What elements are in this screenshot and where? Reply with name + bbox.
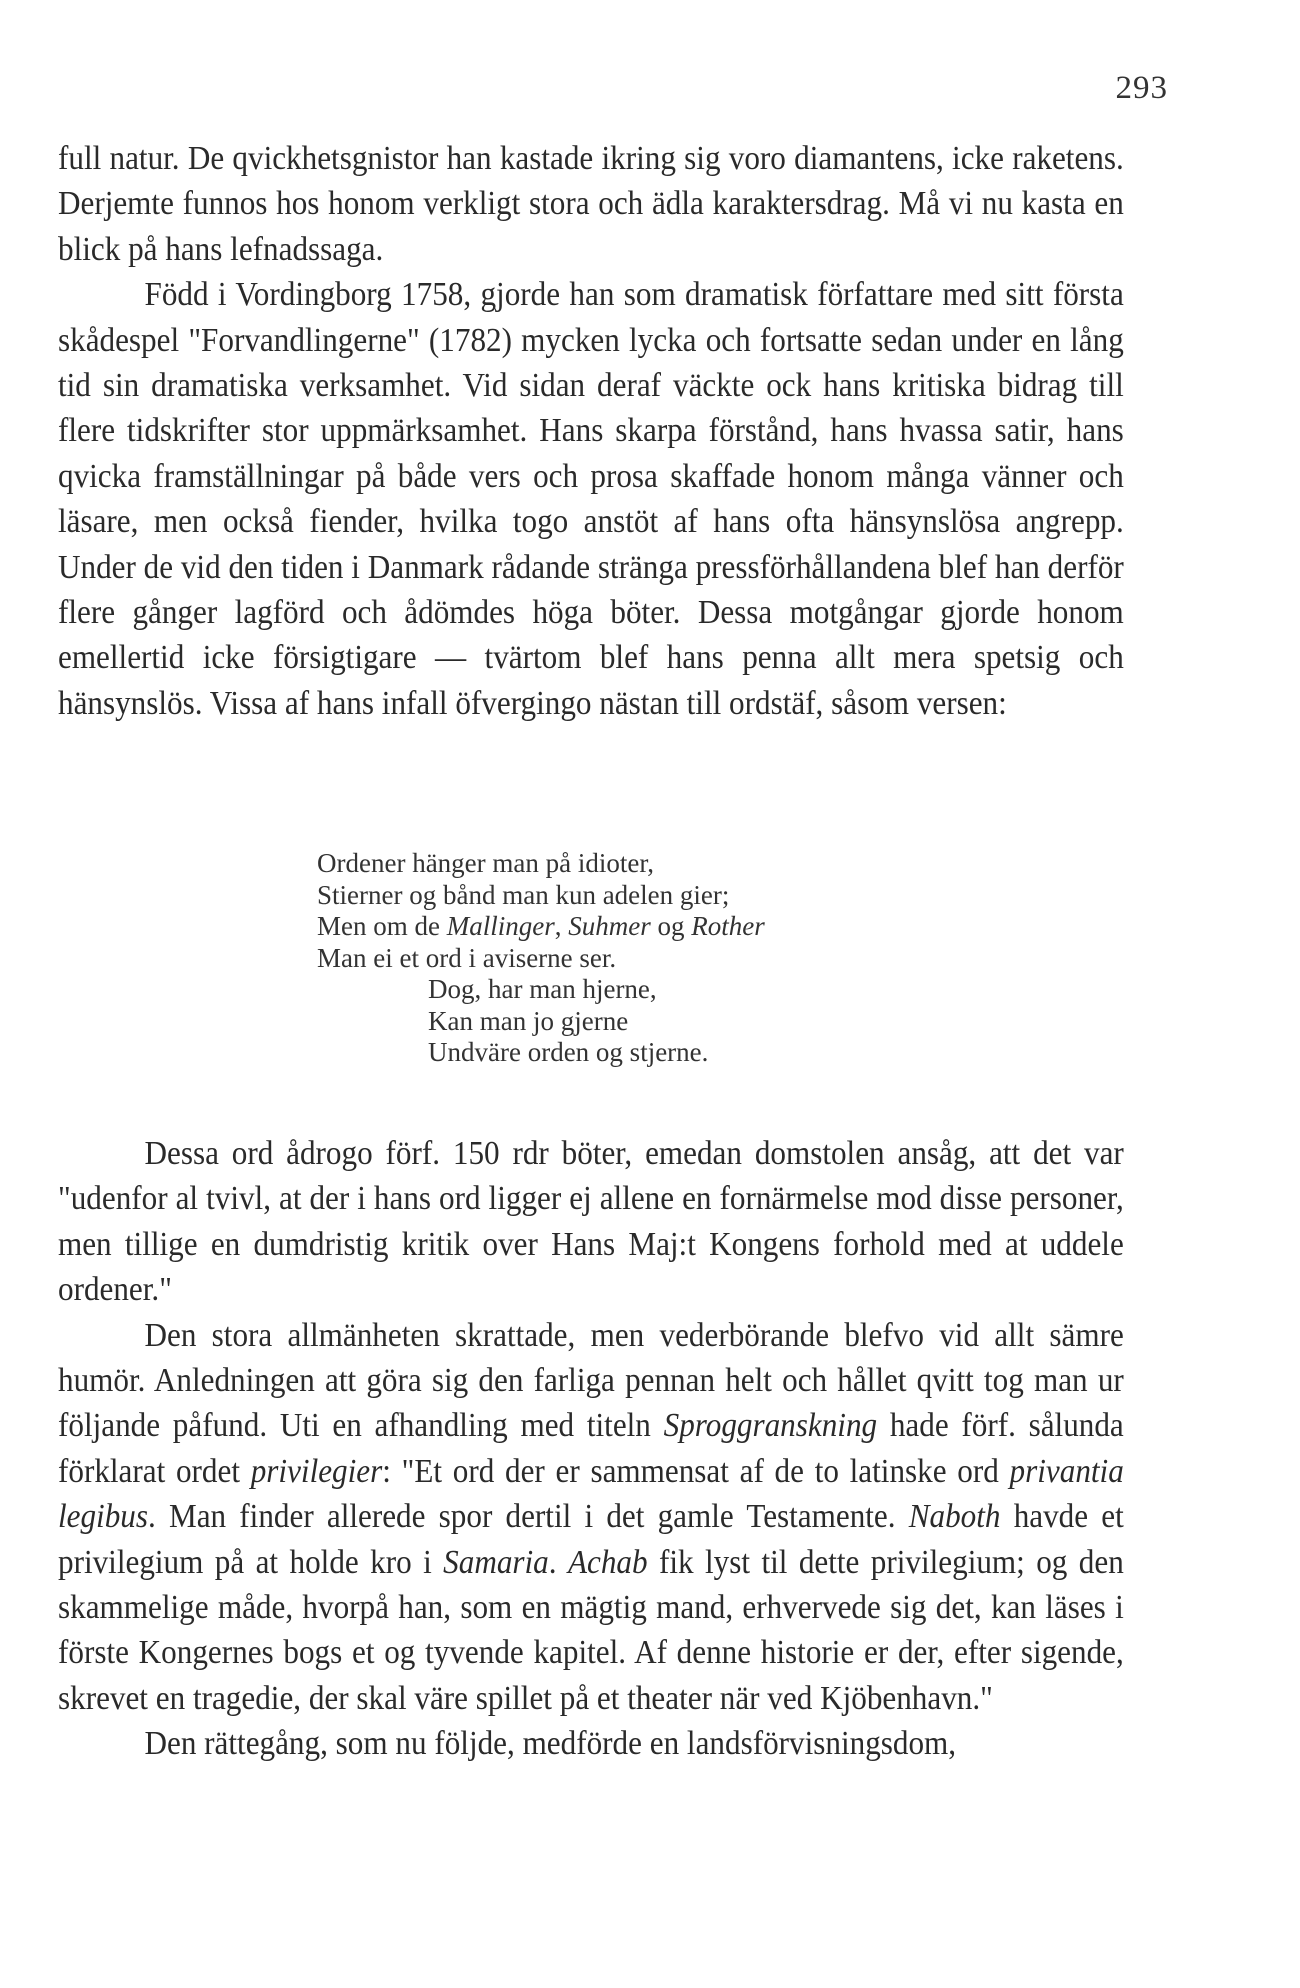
- text-run: Dog, har man hjerne,: [428, 974, 657, 1004]
- body-text-bottom: [58, 1131, 1124, 1767]
- verse-line: [317, 974, 765, 1006]
- italic-term: Sproggranskning: [663, 1407, 878, 1445]
- page-number: 293: [1115, 70, 1168, 106]
- text-run: fik lyst til dette privilegium; og den skammelige måde, hvorpå han, som en mägtig mand, erhvervede sig det, kan läses i förste Kongernes bogs et og tyvende kapitel. Af denne historie er der, efter sigende, skrevet en tragedie, der skal väre spillet på et theater när ved Kjöbenhavn.": [58, 1543, 1124, 1717]
- verse-line: [317, 880, 765, 912]
- italic-term: Mallinger: [446, 911, 555, 941]
- text-run: Kan man jo gjerne: [428, 1005, 629, 1036]
- verse-line: [317, 911, 765, 943]
- italic-term: Samaria: [443, 1543, 549, 1581]
- paragraph: [58, 272, 1124, 726]
- paragraph: [58, 1313, 1124, 1722]
- text-run: Undväre orden og stjerne.: [428, 1037, 709, 1067]
- text-run: Ordener hänger man på idioter,: [317, 848, 655, 878]
- text-run: ,: [554, 911, 569, 941]
- text-run: Men om de: [317, 911, 447, 941]
- italic-term: Suhmer: [568, 911, 651, 941]
- quoted-verse: [317, 848, 765, 1069]
- text-run: og: [650, 911, 692, 941]
- body-text-top: [58, 136, 1124, 726]
- text-run: Född i Vordingborg 1758, gjorde han som dramatisk författare med sitt första skådespel "Forvandlingerne" (1782) mycken lycka och fortsatte sedan under en lång tid sin dramatiska verksamhet. Vid sidan deraf väckte ock hans kritiska bidrag till flere tidskrifter stor uppmärksamhet. Hans skarpa förstånd, hans hvassa satir, hans qvicka framställningar på både vers och prosa skaffade honom många vänner och läsare, men också fiender, hvilka togo anstöt af hans ofta hänsynslösa angrepp. Under de vid den tiden i Danmark rådande stränga pressförhållandena blef han derför flere gånger lagförd och ådömdes höga böter. Dessa motgångar gjorde honom emellertid icke försigtigare — tvärtom blef hans penna allt mera spetsig och hänsynslös. Vissa af hans infall öfvergingo nästan till ordstäf, såsom versen:: [58, 276, 1124, 722]
- text-run: full natur. De qvickhetsgnistor han kastade ikring sig voro diamantens, icke raketens. Derjemte funnos hos honom verkligt stora och ädla karaktersdrag. Må vi nu kasta en blick på hans lefnadssaga.: [58, 140, 1124, 268]
- text-run: hade förf. sålunda förklarat ordet: [58, 1407, 1124, 1490]
- italic-term: privilegier: [250, 1452, 383, 1490]
- text-run: .: [548, 1543, 568, 1581]
- text-run: Den rättegång, som nu följde, medförde en landsförvisningsdom,: [144, 1725, 957, 1763]
- italic-term: privantia legibus: [58, 1452, 1124, 1536]
- text-run: Man ei et ord i aviserne ser.: [317, 942, 617, 973]
- text-run: Stierner og bånd man kun adelen gier;: [317, 879, 730, 910]
- paragraph: [58, 1131, 1124, 1313]
- verse-line: [317, 1006, 765, 1038]
- verse-line: [317, 943, 765, 975]
- verse-line: [317, 848, 765, 880]
- paragraph: [58, 1721, 1124, 1766]
- italic-term: Achab: [567, 1543, 648, 1581]
- italic-term: Naboth: [908, 1498, 1001, 1536]
- text-run: havde et privilegium på at holde kro i: [58, 1498, 1124, 1581]
- text-run: . Man finder allerede spor dertil i det gamle Testamente.: [148, 1498, 909, 1536]
- italic-term: Rother: [691, 911, 765, 941]
- verse-line: [317, 1037, 765, 1069]
- paragraph: [58, 136, 1124, 272]
- text-run: Dessa ord ådrogo förf. 150 rdr böter, emedan domstolen ansåg, att det var "udenfor al tvivl, at der i hans ord ligger ej allene en fornärmelse mod disse personer, men tillige en dumdristig kritik over Hans Maj:t Kongens forhold med at uddele ordener.": [58, 1135, 1124, 1309]
- text-run: Den stora allmänheten skrattade, men vederbörande blefvo vid allt sämre humör. Anledningen att göra sig den farliga pennan helt och hållet qvitt tog man ur följande påfund. Uti en afhandling med titeln: [58, 1316, 1124, 1445]
- text-run: : "Et ord der er sammensat af de to latinske ord: [382, 1452, 1010, 1490]
